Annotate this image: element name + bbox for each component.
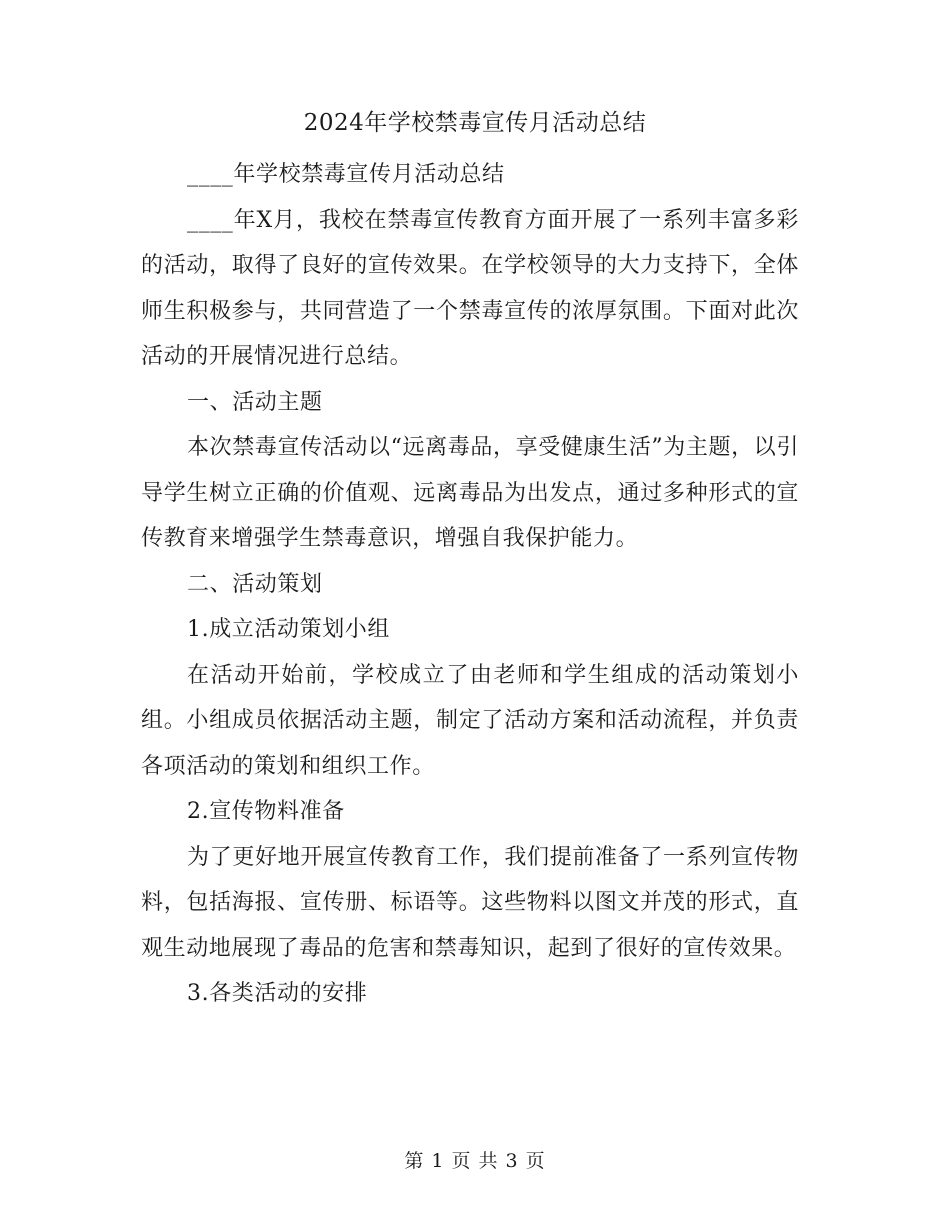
document-body bbox=[141, 152, 799, 1017]
paragraph-intro: ____年X月，我校在禁毒宣传教育方面开展了一系列丰富多彩的活动，取得了良好的宣传效果。在学校领导的大力支持下，全体师生积极参与，共同营造了一个禁毒宣传的浓厚氛围。下面对此次活动的开展情况进行总结。 bbox=[141, 207, 799, 369]
document-title: 2024年学校禁毒宣传月活动总结 bbox=[303, 110, 647, 136]
heading-activity-theme: 一、活动主题 bbox=[187, 389, 323, 415]
subheading-materials: 2.宣传物料准备 bbox=[187, 799, 345, 824]
paragraph-subtitle: ____年学校禁毒宣传月活动总结 bbox=[187, 162, 505, 187]
paragraph-theme: 本次禁毒宣传活动以“远离毒品，享受健康生活”为主题，以引导学生树立正确的价值观、远离毒品为出发点，通过多种形式的宣传教育来增强学生禁毒意识，增强自我保护能力。 bbox=[141, 435, 799, 551]
paragraph-materials: 为了更好地开展宣传教育工作，我们提前准备了一系列宣传物料，包括海报、宣传册、标语等。这些物料以图文并茂的形式，直观生动地展现了毒品的危害和禁毒知识，起到了很好的宣传效果。 bbox=[141, 844, 799, 961]
subheading-activity-arrangement: 3.各类活动的安排 bbox=[187, 981, 368, 1006]
page-footer: 第 1 页 共 3 页 bbox=[404, 1150, 546, 1172]
subheading-planning-group: 1.成立活动策划小组 bbox=[187, 617, 390, 642]
paragraph-planning-group: 在活动开始前，学校成立了由老师和学生组成的活动策划小组。小组成员依据活动主题，制定了活动方案和活动流程，并负责各项活动的策划和组织工作。 bbox=[141, 662, 799, 779]
heading-activity-planning: 二、活动策划 bbox=[187, 571, 323, 597]
